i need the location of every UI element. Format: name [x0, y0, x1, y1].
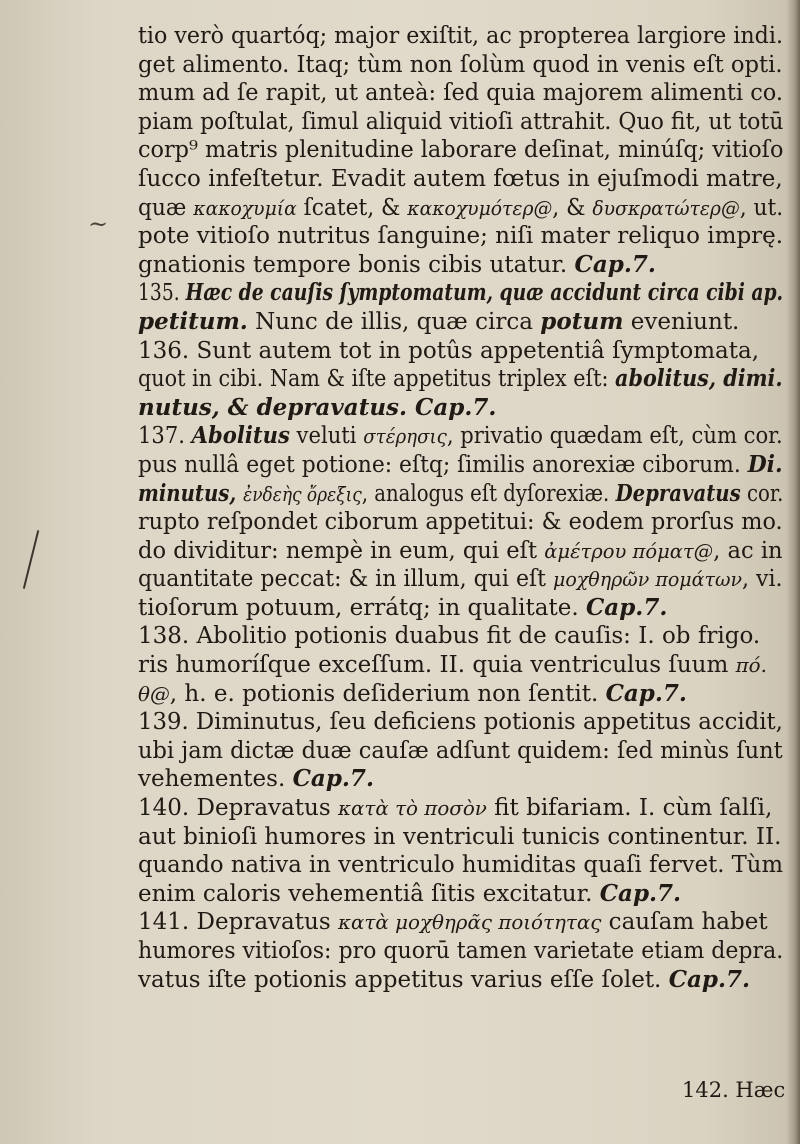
text-line: [138, 736, 783, 766]
text-run: aut binioſi humores in ventriculi tunicis continentur. II.: [138, 822, 782, 850]
text-line: [138, 908, 783, 937]
text-run: vatus iſte potionis appetitus varius eſſe ſolet.: [138, 965, 669, 993]
text-run: veluti: [289, 422, 364, 450]
text-line: [138, 680, 783, 709]
text-run: pote vitioſo nutritus ſanguine; niſi mater reliquo imprę.: [138, 222, 784, 250]
text-run: rupto reſpondet ciborum appetitui: & eodem prorſus mo.: [138, 508, 783, 536]
body-text: [138, 22, 788, 994]
text-run: get alimento. Itaq; tùm non ſolùm quod in venis eſt opti.: [138, 50, 783, 78]
text-line: [138, 422, 783, 451]
greek-phrase: πό.: [735, 653, 767, 678]
greek-phrase: κατὰ τὸ ποσὸν: [337, 796, 487, 821]
italic-phrase: nutus, & depravatus.: [138, 393, 416, 421]
italic-phrase: Cap.7.: [574, 250, 656, 278]
text-line: [138, 479, 784, 509]
text-run: corp⁹ matris plenitudine laborare deſinat, minúſq; vitioſo: [138, 136, 784, 164]
greek-phrase: δυσκρατώτερ@: [592, 195, 740, 220]
italic-phrase: Depravatus: [615, 479, 741, 507]
text-run: 141. Depravatus: [138, 908, 338, 936]
text-line: [138, 365, 783, 394]
text-run: tioſorum potuum, errátq; in qualitate.: [138, 593, 586, 621]
text-run: cauſam habet: [601, 908, 768, 936]
italic-phrase: Cap.7.: [668, 965, 751, 993]
text-run: , &: [552, 193, 593, 221]
text-line: [138, 937, 784, 966]
text-run: quantitate peccat: & in illum, qui eſt: [138, 565, 554, 593]
italic-phrase: Cap.7.: [415, 393, 497, 421]
text-line: [138, 136, 784, 165]
text-run: eveniunt.: [623, 307, 740, 335]
text-line: [138, 765, 783, 794]
text-line: [138, 594, 783, 623]
margin-tilde-mark: ~: [88, 210, 109, 238]
text-run: piam poſtulat, ſimul aliquid vitioſi attrahit. Quo fit, ut totū: [138, 107, 784, 135]
text-run: quæ: [138, 193, 194, 221]
text-line: [138, 880, 783, 909]
page-edge-shadow: [786, 0, 800, 1144]
italic-phrase: Cap.7.: [585, 593, 668, 621]
text-run: gnationis tempore bonis cibis utatur.: [138, 250, 575, 278]
text-line: [138, 251, 783, 280]
text-run: Nunc de illis, quæ circa: [247, 307, 541, 335]
text-run: vehementes.: [138, 765, 293, 793]
text-run: ubi jam dictæ duæ cauſæ adſunt quidem: ſed minùs ſunt: [138, 736, 783, 764]
text-run: 135.: [138, 279, 186, 307]
text-line: [138, 966, 783, 995]
text-line: [138, 565, 783, 594]
italic-phrase: Cap.7.: [292, 765, 374, 793]
text-run: quot in cibi. Nam & iſte appetitus triplex eſt:: [138, 365, 616, 393]
text-run: , ut.: [739, 193, 784, 221]
text-run: 139. Diminutus, ſeu deficiens potionis appetitus accidit,: [138, 708, 783, 736]
greek-phrase: μοχθηρῶν πομάτων: [553, 567, 743, 592]
text-run: ſucco infeſtetur. Evadit autem fœtus in ejuſmodi matre,: [138, 164, 783, 192]
text-line: [138, 450, 783, 480]
text-run: fit bifariam. I. cùm ſalſi,: [486, 794, 773, 822]
text-run: tio verò quartóq; major exiſtit, ac propterea largiore indi.: [138, 22, 783, 49]
text-run: humores vitioſos: pro quorū tamen varietate etiam depra.: [138, 937, 784, 964]
text-run: enim caloris vehementiâ ſitis excitatur.: [138, 879, 600, 907]
text-line: [138, 279, 784, 308]
text-run: ſcatet, &: [296, 193, 408, 221]
text-run: , ac in: [713, 536, 783, 564]
text-run: pus nullâ eget potione: eſtq; ſimilis anorexiæ ciborum.: [138, 450, 748, 478]
italic-phrase: Hæc de cauſis ſymptomatum, quæ accidunt circa cibi ap.: [185, 279, 784, 307]
text-line: [138, 651, 783, 680]
text-line: [138, 193, 784, 223]
greek-phrase: κατὰ μοχθηρᾶς ποιότητας: [337, 910, 602, 935]
text-line: [138, 508, 783, 537]
text-line: [138, 308, 783, 337]
text-run: 136. Sunt autem tot in potûs appetentiâ ſymptomata,: [138, 336, 760, 364]
greek-phrase: στέρησις: [363, 424, 447, 449]
italic-phrase: abolitus, dimi.: [615, 365, 783, 393]
text-line: [138, 622, 783, 651]
text-run: , privatio quædam eſt, cùm cor.: [446, 422, 783, 450]
text-line: [138, 794, 783, 823]
text-line: [138, 222, 783, 251]
text-run: 137.: [138, 422, 192, 450]
text-line: [138, 50, 783, 80]
italic-phrase: potum: [540, 307, 624, 335]
text-line: [138, 394, 783, 423]
greek-phrase: κακοχυμία: [193, 195, 297, 220]
text-line: [138, 708, 783, 737]
italic-phrase: Cap.7.: [605, 679, 687, 707]
margin-pen-stroke: [23, 530, 43, 590]
text-run: ris humoríſque exceſſum. II. quia ventriculus ſuum: [138, 651, 736, 679]
greek-phrase: ἀμέτρου πόματ@: [544, 538, 714, 563]
greek-phrase: ἐνδεὴς ὄρεξις: [243, 481, 362, 506]
text-line: [138, 823, 783, 852]
italic-phrase: Abolitus: [191, 422, 290, 450]
text-run: cor.: [740, 479, 784, 507]
text-run: 140. Depravatus: [138, 794, 338, 822]
text-line: [138, 165, 782, 194]
text-line: [138, 536, 783, 566]
italic-phrase: minutus,: [138, 479, 244, 507]
italic-phrase: Cap.7.: [599, 879, 682, 907]
italic-phrase: petitum.: [138, 307, 248, 335]
text-line: [138, 79, 783, 108]
text-run: , h. e. potionis deſiderium non ſentit.: [169, 679, 606, 707]
text-run: 138. Abolitio potionis duabus fit de cauſis: I. ob frigo.: [138, 622, 761, 650]
text-run: mum ad ſe rapit, ut anteà: ſed quia majorem alimenti co.: [138, 79, 783, 107]
italic-phrase: Di.: [747, 450, 783, 478]
catchword: 142. Hæc: [682, 1078, 786, 1102]
greek-phrase: κακοχυμότερ@: [407, 195, 553, 220]
text-line: [138, 851, 784, 880]
greek-phrase: θ@: [138, 681, 170, 706]
text-line: [138, 22, 783, 51]
text-run: quando nativa in ventriculo humiditas quaſi fervet. Tùm: [138, 851, 784, 879]
text-line: [138, 337, 783, 366]
text-run: , vi.: [742, 565, 783, 593]
text-run: do dividitur: nempè in eum, qui eſt: [138, 536, 545, 564]
text-line: [138, 107, 784, 137]
text-run: , analogus eſt dyſorexiæ.: [361, 479, 616, 507]
